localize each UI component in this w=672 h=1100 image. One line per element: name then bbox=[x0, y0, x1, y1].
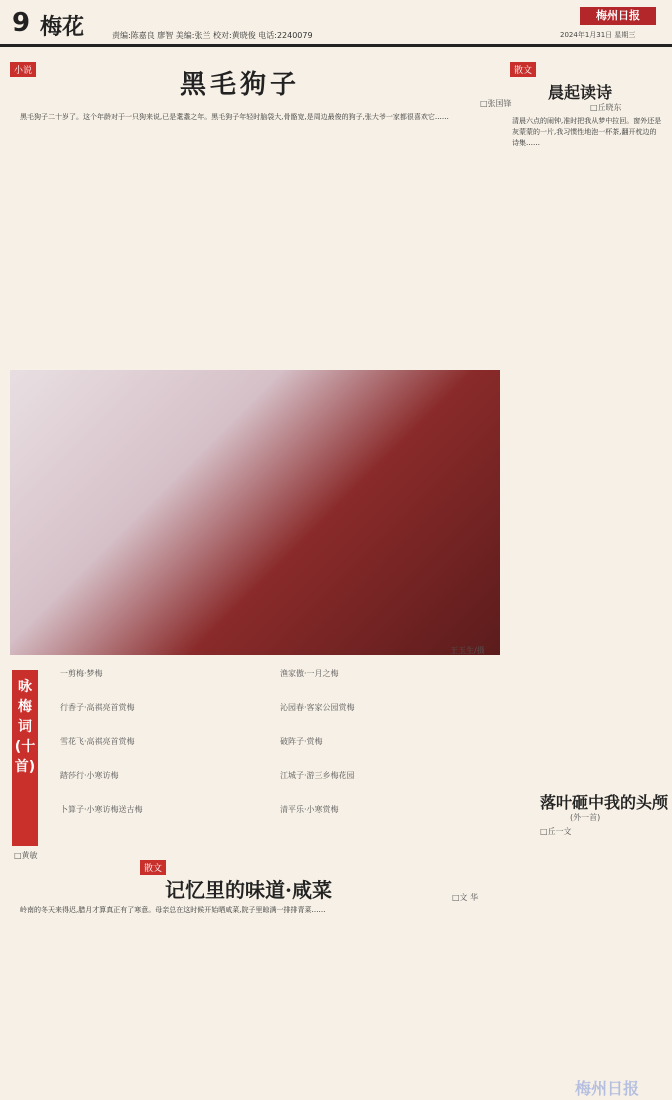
poem-title: 江城子·游三乡梅花园 bbox=[280, 771, 355, 780]
editor-credits: 责编:陈嘉良 廖智 美编:张兰 校对:黄晓俊 电话:2240079 bbox=[112, 31, 313, 40]
story2-title: 记忆里的味道·咸菜 bbox=[165, 878, 332, 902]
story2-text: 岭南的冬天来得迟,腊月才算真正有了寒意。母亲总在这时候开始晒咸菜,院子里晾满一排排青菜…… bbox=[20, 906, 326, 914]
column-author: □黄敏 bbox=[14, 851, 38, 860]
story1-author: □张国锋 bbox=[480, 99, 512, 108]
story2-author: □文 华 bbox=[452, 893, 479, 902]
newspaper-logo: 梅州日报 bbox=[580, 7, 656, 25]
poem-author: □丘一文 bbox=[540, 827, 572, 836]
essay-text: 清晨六点的闹钟,准时把我从梦中拉回。窗外还是灰蒙蒙的一片,我习惯性地泡一杯茶,翻开枕边的诗集…… bbox=[512, 117, 662, 147]
poem-title: 破阵子·赏梅 bbox=[280, 737, 323, 746]
story2-tag: 散文 bbox=[140, 860, 166, 875]
watermark: 梅州日报 bbox=[575, 1079, 640, 1098]
poem-title: 行香子·高祺亮首赏梅 bbox=[60, 703, 135, 712]
poem-title: 卜算子·小寒访梅送古梅 bbox=[60, 805, 143, 814]
story1-text: 黑毛狗子二十岁了。这个年龄对于一只狗来说,已是耄耋之年。黑毛狗子年轻时脑袋大,骨骼宽,是周边最俊的狗子,张大爷一家都很喜欢它…… bbox=[20, 113, 449, 121]
essay-title: 晨起读诗 bbox=[548, 83, 613, 102]
poem-title: 清平乐·小寒赏梅 bbox=[280, 805, 339, 814]
issue-date: 2024年1月31日 星期三 bbox=[560, 31, 636, 39]
page-number: 9 bbox=[12, 8, 31, 38]
essay-author: □丘晓东 bbox=[590, 103, 622, 112]
poem-title: 雪花飞·高祺亮首赏梅 bbox=[60, 737, 135, 746]
plum-blossom-photo bbox=[10, 370, 500, 655]
photo-credit: 王玉生/摄 bbox=[450, 646, 485, 655]
poem-grid bbox=[60, 668, 500, 838]
column-tag: 咏梅词(十首) bbox=[12, 670, 38, 846]
story1-tag: 小说 bbox=[10, 62, 36, 77]
story1-title: 黑毛狗子 bbox=[180, 70, 301, 100]
poem-title: 踏莎行·小寒访梅 bbox=[60, 771, 119, 780]
essay-tag: 散文 bbox=[510, 62, 536, 77]
poem-title: 一剪梅·梦梅 bbox=[60, 669, 103, 678]
poem-title: 渔家傲·一月之梅 bbox=[280, 669, 339, 678]
poem-title: 落叶砸中我的头颅 bbox=[540, 793, 669, 812]
header-rule bbox=[0, 44, 672, 47]
page-header bbox=[0, 0, 672, 44]
poem-subtitle: (外一首) bbox=[570, 813, 601, 822]
poem-title: 沁园春·客家公园赏梅 bbox=[280, 703, 355, 712]
section-title: 梅花 bbox=[40, 14, 85, 40]
